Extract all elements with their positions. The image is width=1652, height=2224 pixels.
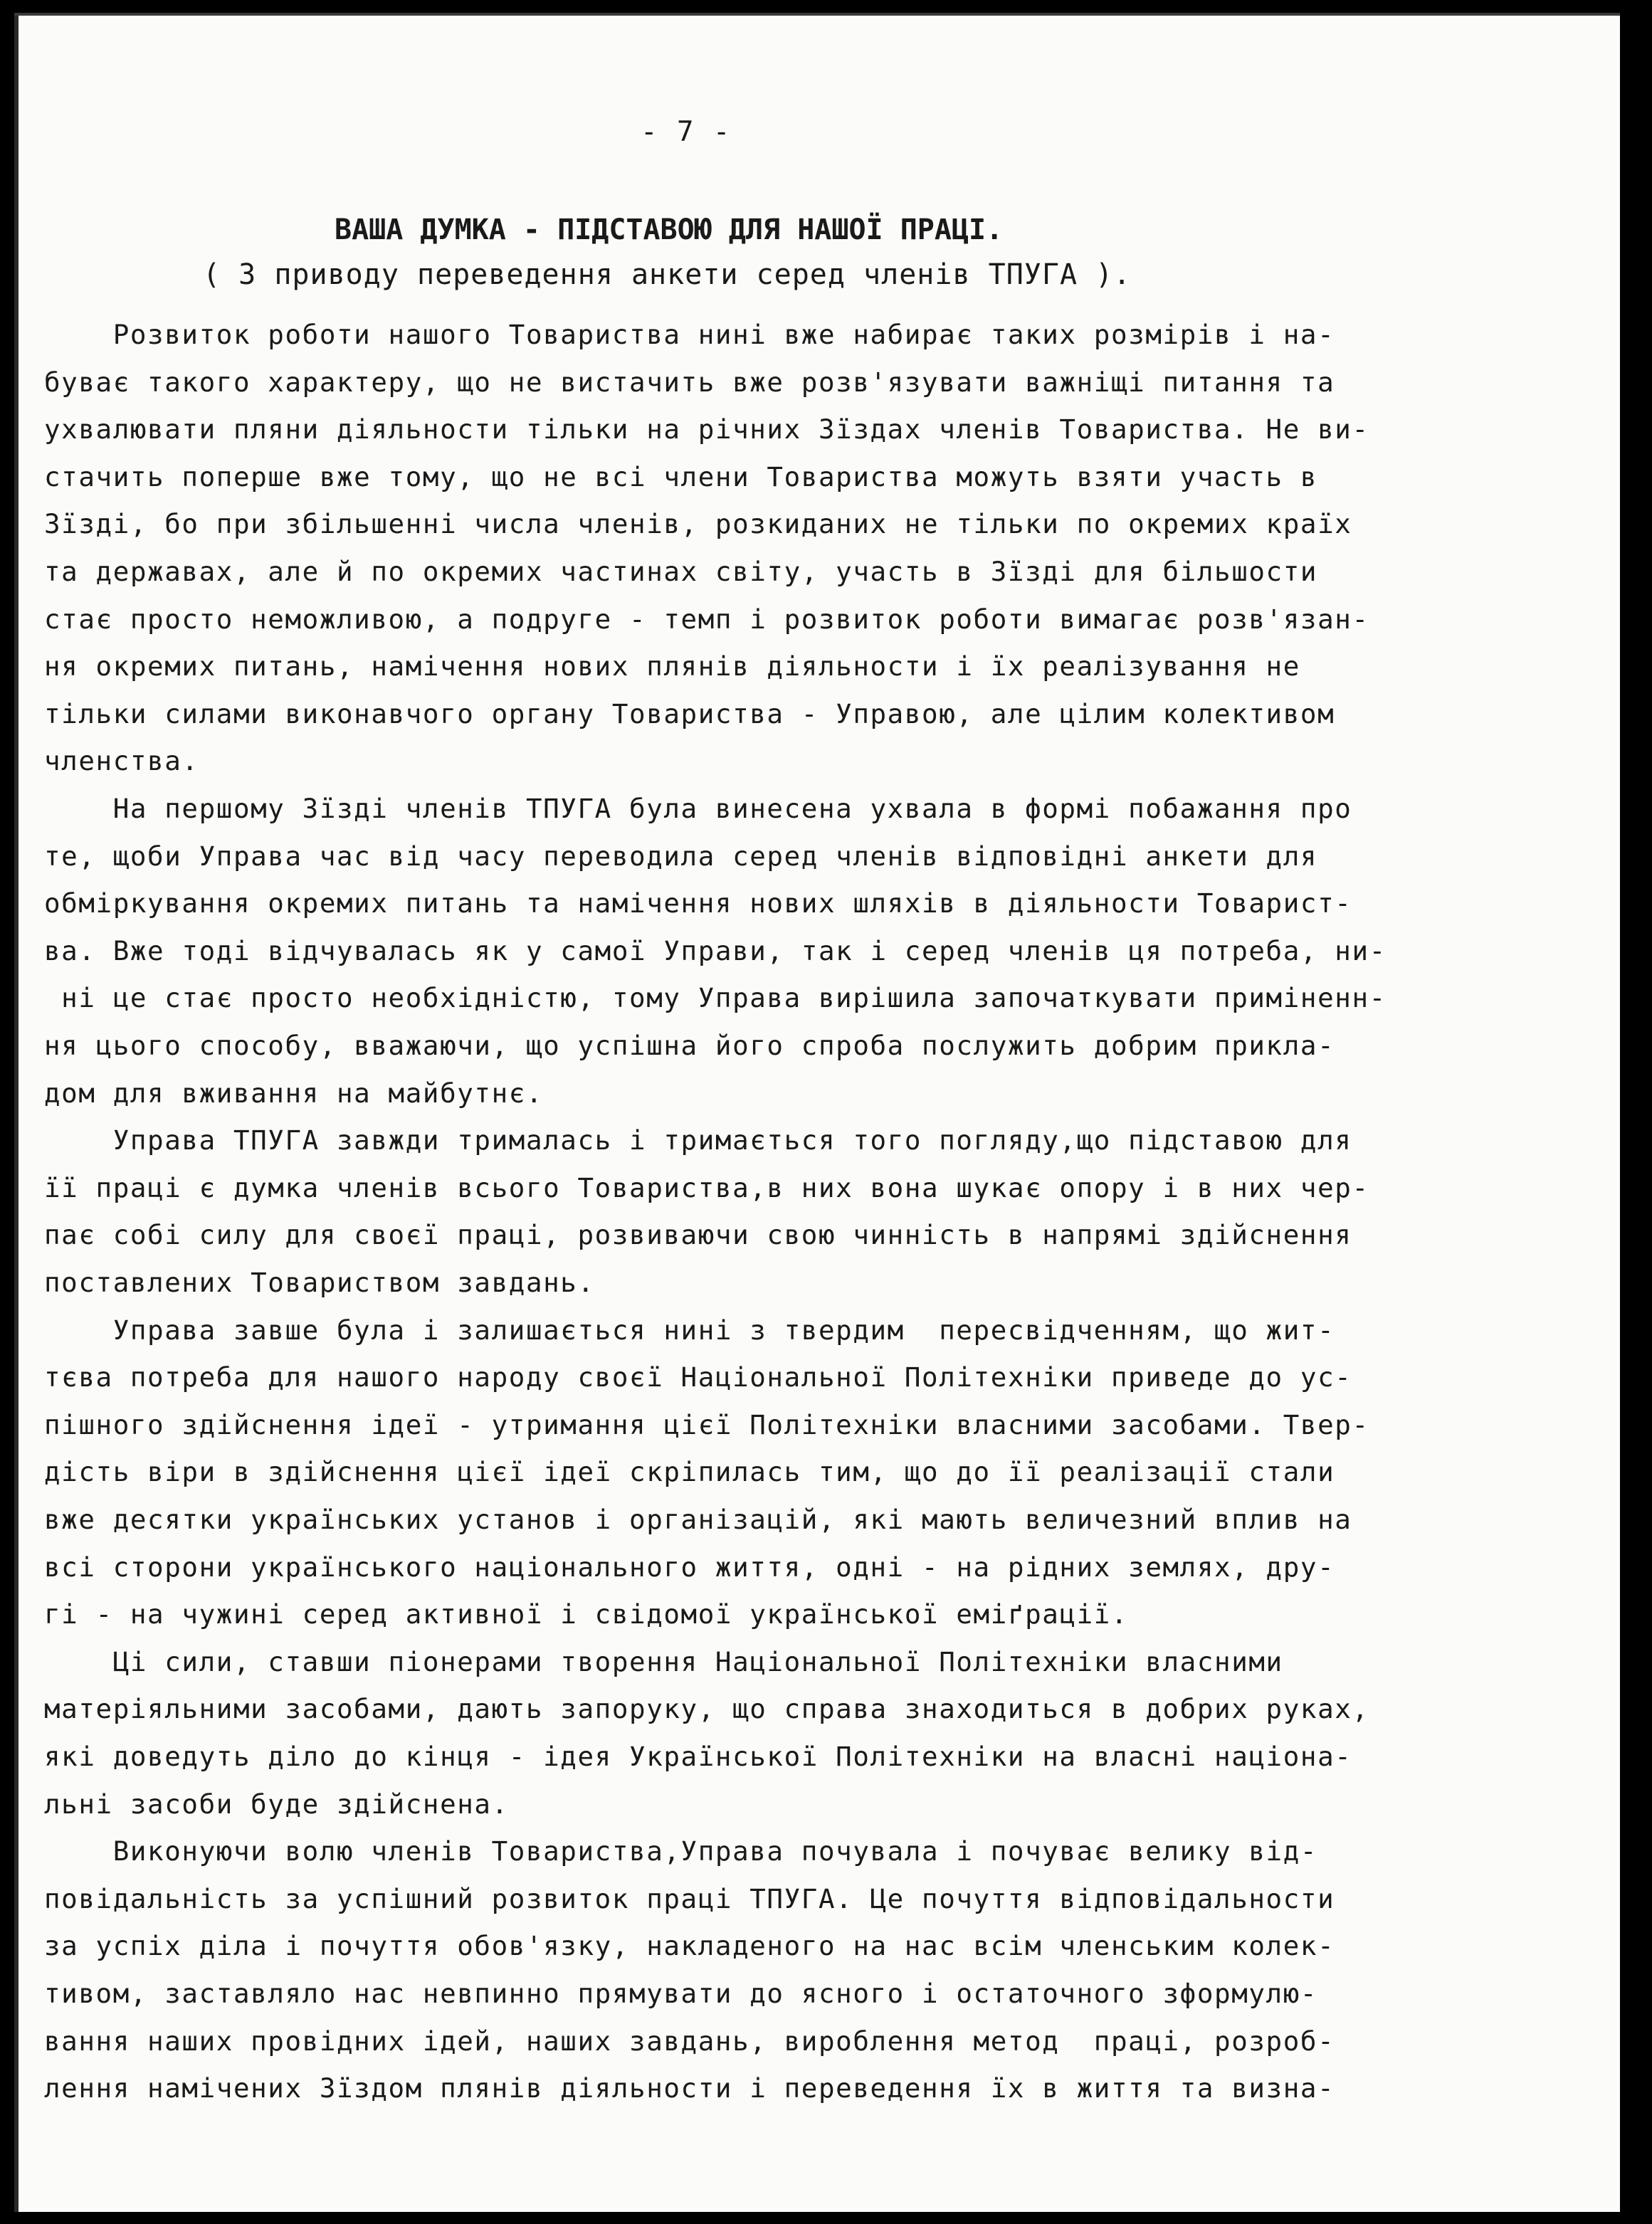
- body-line: тільки силами виконавчого органу Товариства - Управою, але цілим колективом: [44, 697, 1335, 729]
- body-line: Ці сили, ставши піонерами творення Національної Політехніки власними: [44, 1645, 1283, 1677]
- body-line: лення намічених Зїздом плянів діяльности і переведення їх в життя та визна-: [44, 2072, 1335, 2104]
- body-line: те, щоби Управа час від часу переводила серед членів відповідні анкети для: [44, 840, 1318, 872]
- body-line: поставлених Товариством завдань.: [44, 1267, 595, 1298]
- body-line: матеріяльними засобами, дають запоруку, що справа знаходиться в добрих руках,: [44, 1693, 1369, 1725]
- body-line: гі - на чужині серед активної і свідомої української еміґрації.: [44, 1598, 1129, 1630]
- body-line: ва. Вже тоді відчувалась як у самої Управи, так і серед членів ця потреба, ни-: [44, 934, 1387, 966]
- page-left-edge: [14, 13, 19, 2212]
- body-line: членства.: [44, 745, 199, 777]
- body-line: стачить поперше вже тому, що не всі члени Товариства можуть взяти участь в: [44, 460, 1318, 492]
- body-line: ня цього способу, вважаючи, що успішна його спроба послужить добрим приклa-: [44, 1030, 1335, 1061]
- document-page: [14, 13, 1620, 2212]
- body-line: Зїзді, бо при збільшенні числа членів, розкиданих не тільки по окремих країх: [44, 508, 1352, 540]
- body-line: її праці є думка членів всього Товариства,в них вона шукає опору і в них чер-: [44, 1171, 1369, 1203]
- body-line: всі сторони українського національного життя, одні - на рідних землях, дру-: [44, 1551, 1335, 1583]
- page-top-edge: [14, 13, 1620, 16]
- body-line: Розвиток роботи нашого Товариства нині вже набирає таких розмірів і на-: [44, 319, 1335, 350]
- body-line: ня окремих питань, намічення нових плянів діяльности і їх реалізування не: [44, 650, 1300, 683]
- body-line: вже десятки українських установ і організацій, які мають величезний вплив на: [44, 1504, 1352, 1535]
- page-number: - 7 -: [641, 116, 732, 148]
- body-line: льні засоби буде здійснена.: [44, 1788, 509, 1820]
- body-line: тєва потреба для нашого народу своєї Національної Політехніки приведе до ус-: [44, 1361, 1352, 1393]
- body-line: які доведуть діло до кінця - ідея Української Політехніки на власні націона-: [44, 1741, 1352, 1772]
- body-line: На першому Зїзді членів ТПУГА була винесена ухвала в формі побажання про: [44, 793, 1352, 824]
- body-line: обміркування окремих питань та намічення нових шляхів в діяльности Товарист-: [44, 887, 1352, 919]
- body-line: повідальність за успішний розвиток праці ТПУГА. Це почуття відповідальности: [44, 1882, 1335, 1914]
- body-line: за успіх діла і почуття обов'язку, накладеного на нас всім членським колек-: [44, 1930, 1335, 1962]
- document-title: ВАША ДУМКА - ПІДСТАВОЮ ДЛЯ НАШОЇ ПРАЦІ.: [335, 214, 1004, 246]
- body-line: Управа завше була і залишається нині з твердим пересвідченням, що жит-: [44, 1314, 1335, 1346]
- body-line: пає собі силу для своєї праці, розвиваючи свою чинність в напрямі здійснення: [44, 1219, 1352, 1251]
- body-line: стає просто неможливою, а подруге - темп і розвиток роботи вимагає розв'язан-: [44, 603, 1369, 635]
- body-line: Управа ТПУГА завжди трималась і тримається того погляду,що підставою для: [44, 1124, 1352, 1156]
- body-line: тивом, заставляло нас невпинно прямувати до ясного і остаточного зформулю-: [44, 1978, 1318, 2009]
- body-line: пішного здійснення ідеї - утримання цієї Політехніки власними засобами. Твер-: [44, 1408, 1369, 1440]
- document-subtitle: ( З приводу переведення анкети серед членів ТПУГА ).: [203, 258, 1132, 291]
- body-line: ні це стає просто необхідністю, тому Управа вирішила започаткувати приміненн-: [44, 982, 1387, 1014]
- body-line: та державах, але й по окремих частинах світу, участь в Зїзді для більшости: [44, 556, 1318, 587]
- body-line: вання наших провідних ідей, наших завдань, вироблення метод праці, розроб-: [44, 2025, 1335, 2057]
- body-line: Виконуючи волю членів Товариства,Управа почувала і почуває велику від-: [44, 1835, 1318, 1867]
- body-line: дом для вживання на майбутнє.: [44, 1077, 544, 1109]
- body-line: дість віри в здійснення цієї ідеї скріпилась тим, що до її реалізації стали: [44, 1456, 1335, 1488]
- body-line: буває такого характеру, що не вистачить вже розв'язувати важніщі питання та: [44, 366, 1335, 398]
- body-line: ухвалювати пляни діяльности тільки на річних Зїздах членів Товариства. Не ви-: [44, 413, 1369, 446]
